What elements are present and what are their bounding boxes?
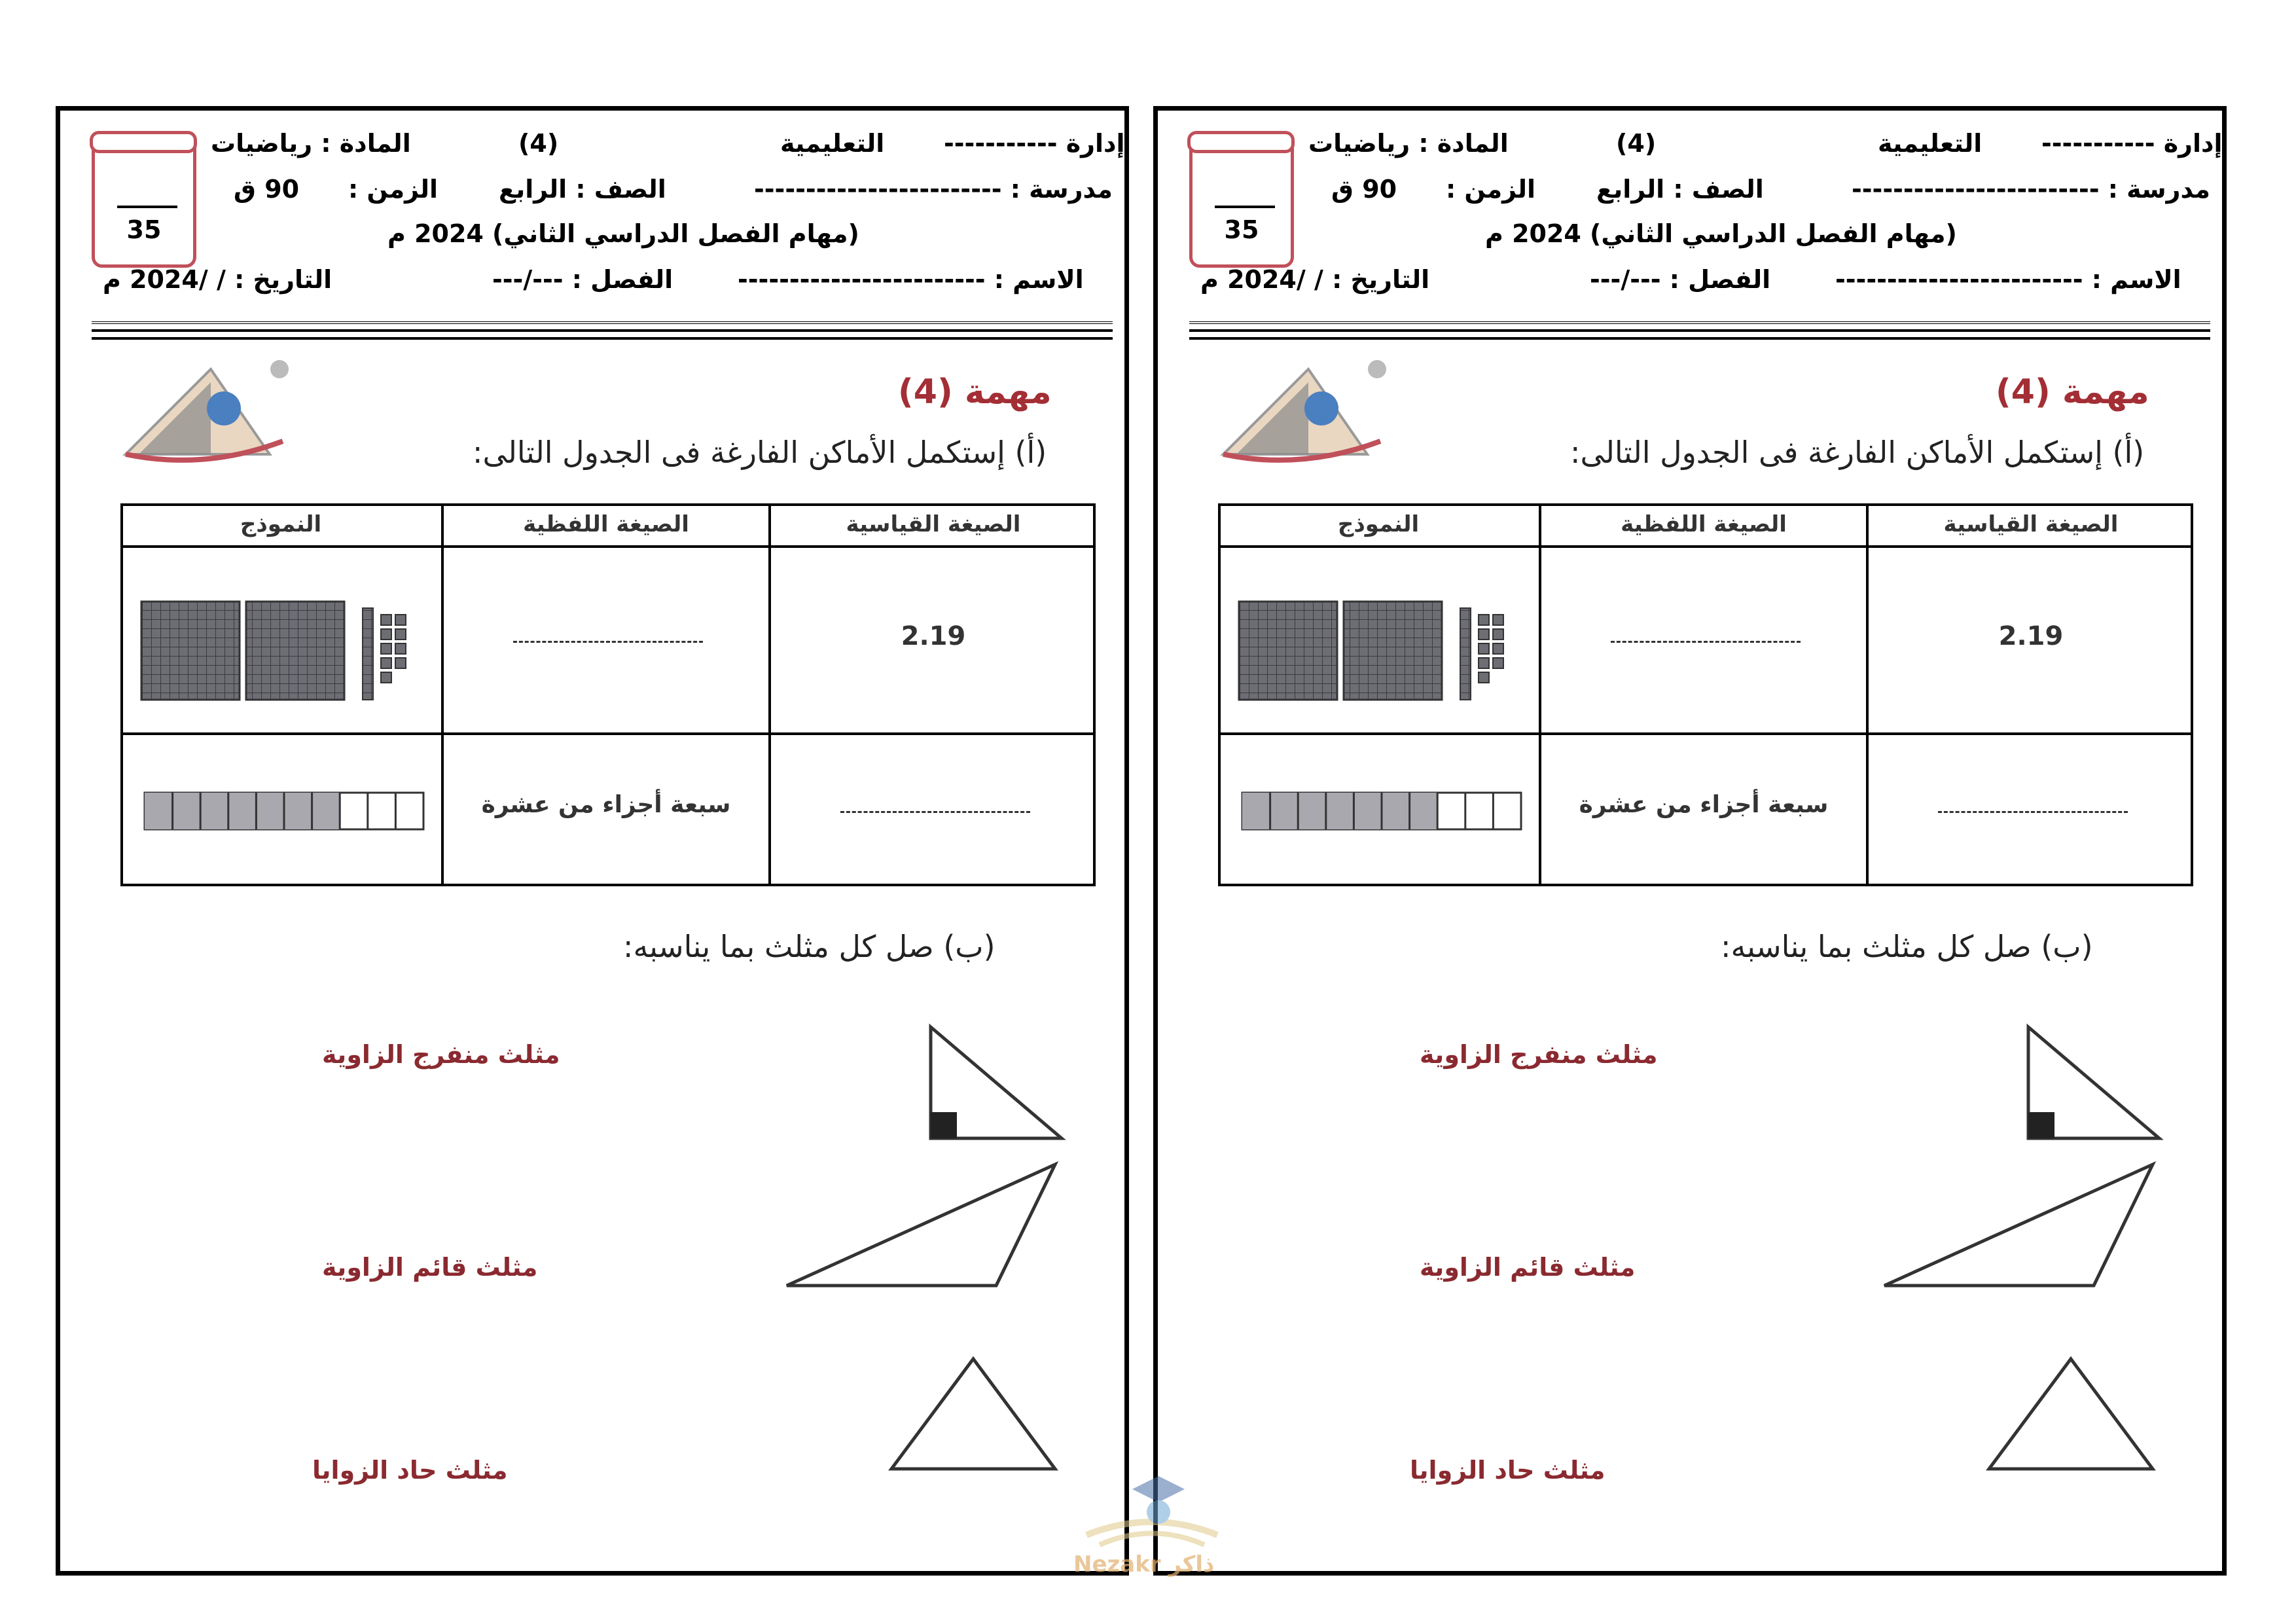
header-model: النموذج: [240, 511, 322, 537]
question-a: (أ) إستكمل الأماكن الفارغة فى الجدول التالى:: [473, 435, 1047, 470]
option-obtuse[interactable]: مثلث منفرج الزاوية: [322, 1040, 560, 1069]
row-divider: [1218, 732, 2193, 735]
row-divider: [1218, 545, 2193, 548]
time-value: 90 ق: [234, 175, 300, 204]
header-standard: الصيغة القياسية: [846, 511, 1021, 537]
scroll-decoration: [1187, 131, 1295, 153]
acute-triangle-icon: [885, 1351, 1062, 1475]
right-triangle-icon: [2015, 1020, 2166, 1145]
answer-blank[interactable]: [1938, 811, 2128, 813]
obtuse-triangle-icon: [1878, 1158, 2159, 1295]
grade-label: الصف : الرابع: [1596, 175, 1764, 204]
answer-blank[interactable]: [1611, 641, 1801, 643]
tenths-strip-icon: [143, 791, 425, 831]
header-word: الصيغة اللفظية: [1621, 511, 1787, 537]
option-right[interactable]: مثلث قائم الزاوية: [1420, 1253, 1636, 1282]
question-b: (ب) صل كل مثلث بما يناسبه:: [1721, 929, 2093, 964]
answer-blank[interactable]: [840, 811, 1030, 813]
separator: [1189, 337, 2210, 340]
column-divider: [1539, 503, 1541, 886]
time-value: 90 ق: [1331, 175, 1397, 204]
subject-label: المادة : رياضيات: [211, 129, 411, 158]
scroll-decoration: [90, 131, 197, 153]
score-box: [92, 137, 196, 268]
edu-label: التعليمية: [780, 129, 885, 158]
score-box: [1189, 137, 1294, 268]
obtuse-triangle-icon: [780, 1158, 1062, 1295]
math-logo-icon: [1210, 356, 1393, 474]
header-standard: الصيغة القياسية: [1943, 511, 2119, 537]
math-logo-icon: [113, 356, 296, 474]
column-divider: [1866, 503, 1869, 886]
data-table: [120, 503, 1096, 886]
task-title: مهمة (4): [898, 372, 1052, 412]
task-title: مهمة (4): [1996, 372, 2149, 412]
row-divider: [120, 545, 1096, 548]
admin-label: إدارة -----------: [2041, 129, 2223, 158]
date-field: التاريخ : / /2024 م: [1200, 265, 1430, 294]
question-a: (أ) إستكمل الأماكن الفارغة فى الجدول التالى:: [1570, 435, 2145, 470]
word-form: سبعة أجزاء من عشرة: [481, 791, 731, 818]
task-number: (4): [518, 129, 559, 158]
worksheet-left: [56, 106, 1129, 1576]
standard-value: 2.19: [901, 621, 966, 651]
score-line: [117, 206, 177, 208]
base-ten-blocks-icon: [1231, 556, 1532, 726]
right-triangle-icon: [918, 1020, 1068, 1145]
header-model: النموذج: [1337, 511, 1420, 537]
watermark-text: Nezakr ذاكر: [1073, 1551, 1215, 1578]
separator: [1189, 329, 2210, 332]
class-field: الفصل : ---/---: [1590, 265, 1771, 294]
grade-label: الصف : الرابع: [499, 175, 666, 204]
option-right[interactable]: مثلث قائم الزاوية: [322, 1253, 538, 1282]
school-label: مدرسة : ------------------------: [754, 175, 1113, 204]
base-ten-blocks-icon: [134, 556, 435, 726]
option-acute[interactable]: مثلث حاد الزوايا: [312, 1456, 508, 1485]
name-field: الاسم : ------------------------: [1835, 265, 2181, 294]
option-obtuse[interactable]: مثلث منفرج الزاوية: [1420, 1040, 1658, 1069]
subject-label: المادة : رياضيات: [1308, 129, 1509, 158]
header-word: الصيغة اللفظية: [523, 511, 689, 537]
time-label: الزمن :: [1446, 175, 1536, 204]
row-divider: [120, 732, 1096, 735]
separator: [92, 329, 1113, 332]
question-b: (ب) صل كل مثلث بما يناسبه:: [623, 929, 996, 964]
class-field: الفصل : ---/---: [492, 265, 673, 294]
year-label: 2024 م: [387, 219, 484, 248]
name-field: الاسم : ------------------------: [738, 265, 1084, 294]
separator: [92, 337, 1113, 340]
score-total: 35: [1224, 215, 1259, 244]
admin-label: إدارة -----------: [944, 129, 1125, 158]
time-label: الزمن :: [348, 175, 439, 204]
separator: [1189, 321, 2210, 327]
score-total: 35: [126, 215, 162, 244]
edu-label: التعليمية: [1878, 129, 1982, 158]
worksheet-right: [1153, 106, 2227, 1576]
task-number: (4): [1616, 129, 1657, 158]
answer-blank[interactable]: [513, 641, 703, 643]
option-acute[interactable]: مثلث حاد الزوايا: [1410, 1456, 1605, 1485]
column-divider: [441, 503, 444, 886]
term-label: (مهام الفصل الدراسي الثاني): [492, 219, 859, 248]
data-table: [1218, 503, 2193, 886]
school-label: مدرسة : ------------------------: [1852, 175, 2210, 204]
column-divider: [768, 503, 771, 886]
date-field: التاريخ : / /2024 م: [103, 265, 332, 294]
separator: [92, 321, 1113, 327]
word-form: سبعة أجزاء من عشرة: [1579, 791, 1829, 818]
tenths-strip-icon: [1241, 791, 1522, 831]
standard-value: 2.19: [1998, 621, 2064, 651]
term-label: (مهام الفصل الدراسي الثاني): [1590, 219, 1957, 248]
score-line: [1215, 206, 1275, 208]
year-label: 2024 م: [1485, 219, 1581, 248]
acute-triangle-icon: [1982, 1351, 2159, 1475]
